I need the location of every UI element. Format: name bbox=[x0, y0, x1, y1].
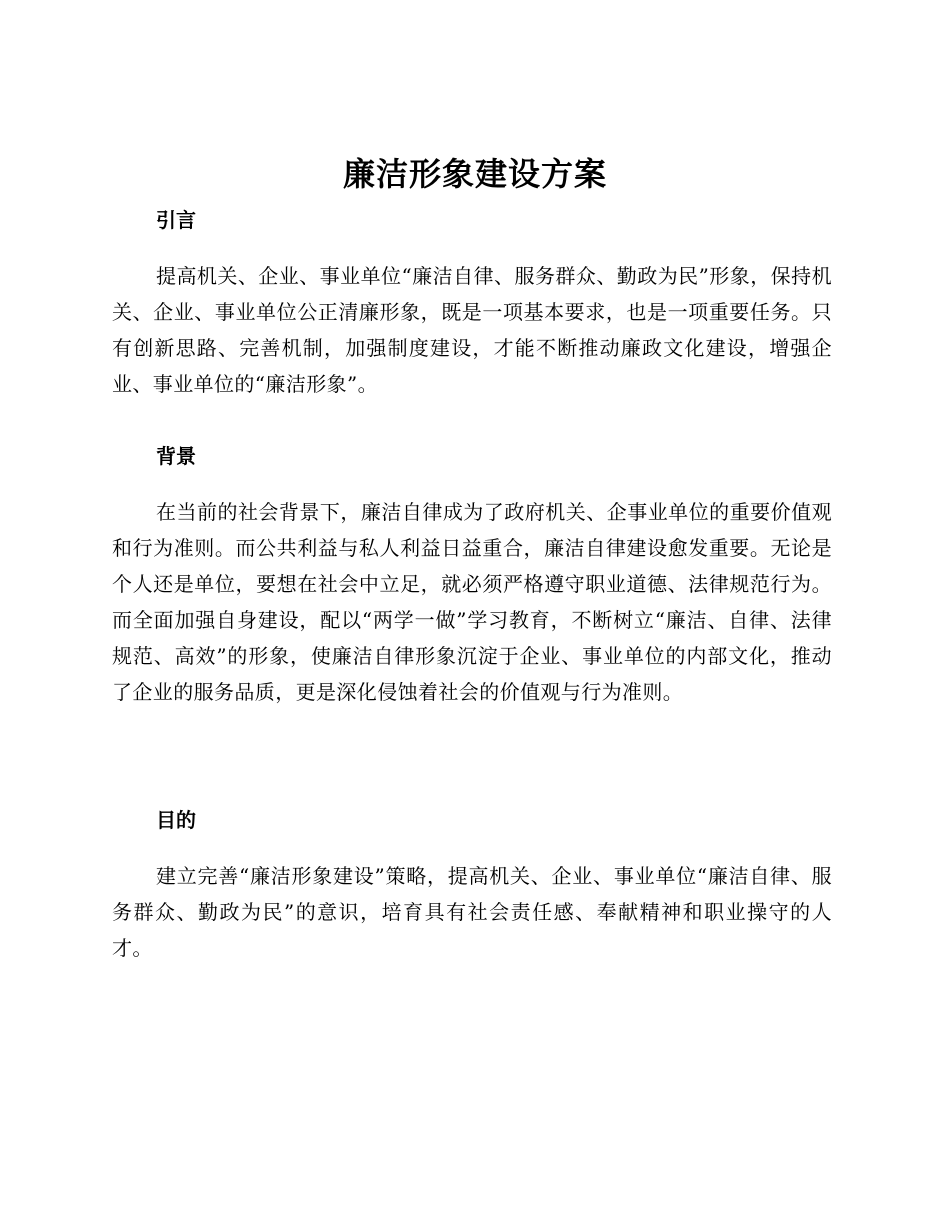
section-body-intro: 提高机关、企业、事业单位“廉洁自律、服务群众、勤政为民”形象，保持机关、企业、事业单位公正清廉形象，既是一项基本要求，也是一项重要任务。只有创新思路、完善机制，加强制度建设，才能不断推动廉政文化建设，增强企业、事业单位的“廉洁形象”。 bbox=[112, 264, 832, 396]
section-heading-intro: 引言 bbox=[156, 208, 196, 232]
section-body-purpose: 建立完善“廉洁形象建设”策略，提高机关、企业、事业单位“廉洁自律、服务群众、勤政为民”的意识，培育具有社会责任感、奉献精神和职业操守的人才。 bbox=[112, 864, 832, 960]
document-title: 廉洁形象建设方案 bbox=[342, 155, 607, 193]
section-heading-background: 背景 bbox=[156, 444, 196, 468]
section-heading-purpose: 目的 bbox=[156, 808, 196, 832]
section-body-background: 在当前的社会背景下，廉洁自律成为了政府机关、企事业单位的重要价值观和行为准则。而公共利益与私人利益日益重合，廉洁自律建设愈发重要。无论是个人还是单位，要想在社会中立足，就必须严格遵守职业道德、法律规范行为。而全面加强自身建设，配以“两学一做”学习教育，不断树立“廉洁、自律、法律规范、高效”的形象，使廉洁自律形象沉淀于企业、事业单位的内部文化，推动了企业的服务品质，更是深化侵蚀着社会的价值观与行为准则。 bbox=[112, 500, 832, 704]
